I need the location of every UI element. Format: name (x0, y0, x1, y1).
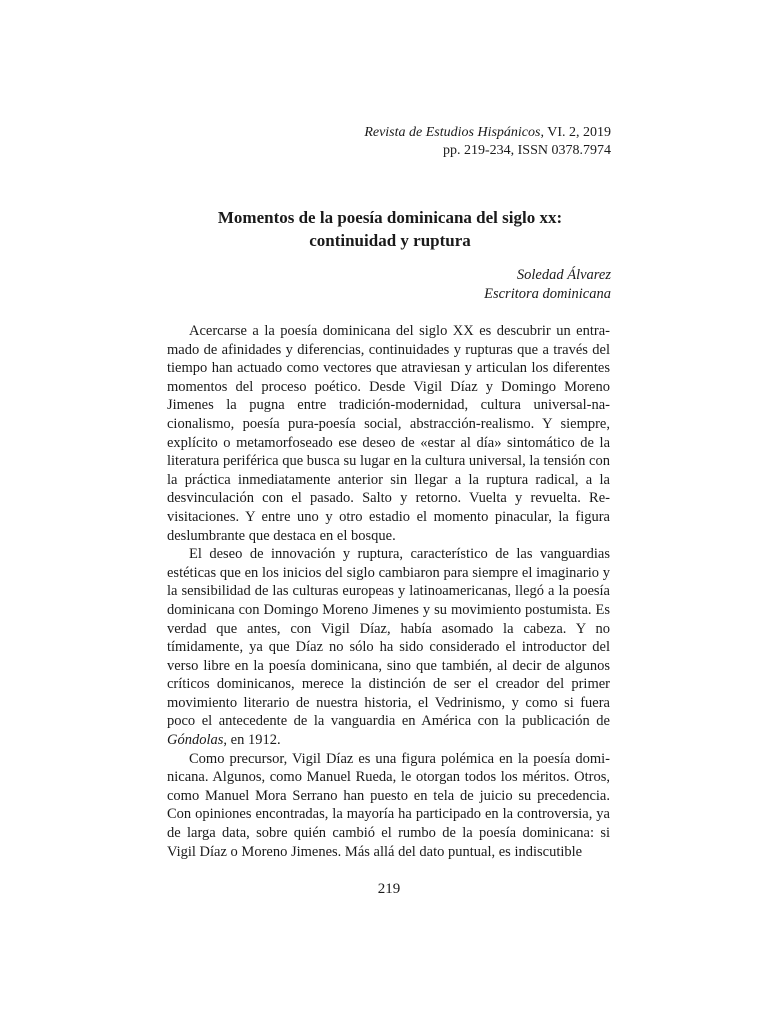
author-block (484, 266, 611, 304)
journal-citation-line (364, 124, 611, 142)
article-title-line-2: continuidad y ruptura (309, 231, 471, 250)
page-number: 219 (377, 881, 401, 897)
article-title-line-1: Momentos de la poesía dominicana del siglo xx: (217, 208, 563, 227)
journal-header (364, 124, 611, 160)
article-body (167, 322, 610, 861)
article-title (160, 206, 620, 252)
journal-name: Revista de Estudios Hispánicos (364, 125, 541, 140)
author-name: Soledad Álvarez (516, 267, 611, 283)
paragraph-2-text: El deseo de innovación y ruptura, característico de las vanguardias estéticas que en los inicios del siglo cambiaron para siempre el imaginario y la sensibilidad de las culturas europeas y latinoamericanas, llegó a la poesía dominicana con Domingo Moreno Jimenes y su movimiento postumista. Es verdad que antes, con Vigil Díaz, había asomado la cabeza. Y no tímidamente, ya que Díaz no sólo ha sido considerado el introductor del verso libre en la poesía dominicana, sino que también, al decir de algunos críticos dominicanos, merece la distinción de ser el creador del primer movimiento literario de nuestra historia, el Vedrinismo, y como si fuera poco el antecedente de la vanguardia en América con la publicación de (167, 546, 610, 730)
paragraph-2-tail: , en 1912. (223, 732, 281, 749)
paragraph-1: Acercarse a la poesía dominicana del siglo XX es descubrir un entramado de afinidades y diferencias, continuidades y rupturas que a través del tiempo han actuado como vectores que atraviesan y articulan los diferentes momentos del proceso poético. Desde Vigil Díaz y Domingo Moreno Jimenes la pugna entre tradición-modernidad, cultura universal-nacionalismo, poesía pura-poesía social, abstracción-realismo. Y siempre, explícito o metamorfoseado ese deseo de «estar al día» sintomático de la literatura periférica que busca su lugar en la cultura universal, la tensión con la práctica inmediatamente anterior sin llegar a la ruptura radical, a la desvinculación con el pasado. Salto y retorno. Vuelta y revuelta. Revisitaciones. Y entre uno y otro estadio el momento pinacular, la figura deslumbrante que destaca en el bosque. (167, 323, 610, 544)
book-title-gondolas: Góndolas (167, 732, 224, 749)
paragraph-2 (167, 545, 610, 750)
author-affiliation: Escritora dominicana (484, 286, 611, 302)
journal-pages-issn: pp. 219-234, ISSN 0378.7974 (442, 143, 611, 158)
journal-volume: , VI. 2, 2019 (540, 125, 611, 140)
paragraph-3: Como precursor, Vigil Díaz es una figura polémica en la poesía dominicana. Algunos, como Manuel Rueda, le otorgan todos los méritos. Otros, como Manuel Mora Serrano han puesto en tela de juicio su precedencia. Con opiniones encontradas, la mayoría ha participado en la controversia, ya de larga data, sobre quién cambió el rumbo de la poesía dominicana: si Vigil Díaz o Moreno Jimenes. Más allá del dato puntual, es indiscutible (167, 750, 610, 860)
